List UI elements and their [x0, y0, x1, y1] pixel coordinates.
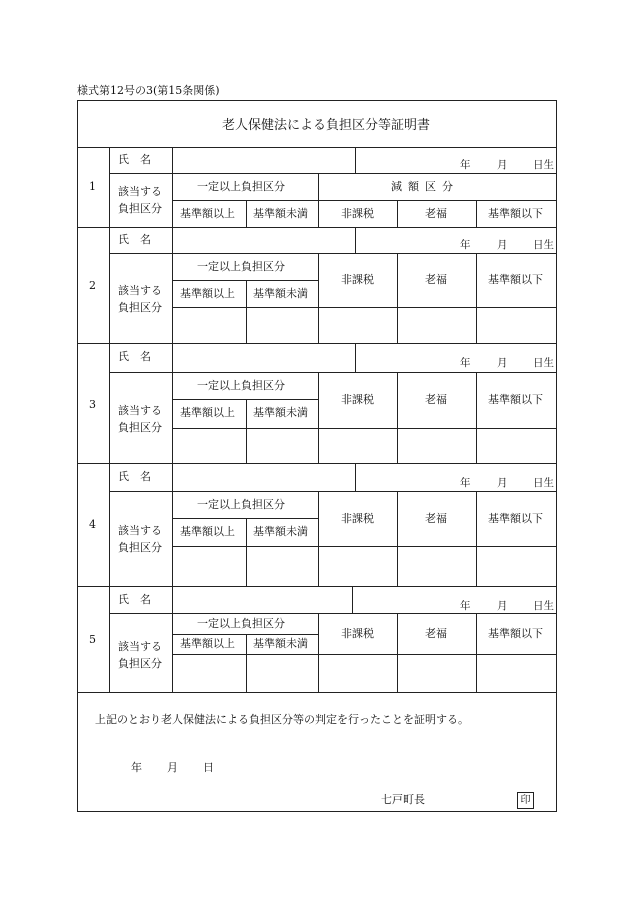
birth-day-label: 日生: [533, 159, 554, 171]
burden-class-label: 該当する 負担区分: [118, 640, 162, 670]
non-taxable-option[interactable]: 非課税: [341, 207, 374, 220]
birth-year-label: 年: [460, 477, 471, 489]
birth-month-label: 月: [497, 357, 508, 369]
base-below-not-option[interactable]: 基準額未満: [253, 525, 308, 538]
welfare-option[interactable]: 老福: [425, 273, 447, 286]
base-below-option[interactable]: 基準額以下: [488, 393, 543, 406]
entry-number: 2: [89, 279, 96, 292]
non-taxable-option[interactable]: 非課税: [341, 627, 374, 640]
form-number-label: 様式第12号の3(第15条関係): [77, 84, 220, 97]
name-label: 氏 名: [118, 470, 151, 483]
non-taxable-option[interactable]: 非課税: [341, 393, 374, 406]
form-title: 老人保健法による負担区分等証明書: [222, 118, 431, 133]
above-fixed-header: 一定以上負担区分: [197, 260, 285, 273]
base-above-option[interactable]: 基準額以上: [180, 406, 235, 419]
entry-number: 5: [89, 633, 96, 646]
entry-number: 1: [89, 180, 96, 193]
birth-year-label: 年: [460, 600, 471, 612]
welfare-option[interactable]: 老福: [425, 627, 447, 640]
name-field[interactable]: [178, 232, 350, 248]
issue-day-label: 日: [203, 761, 214, 774]
birth-month-label: 月: [497, 477, 508, 489]
entry-number: 3: [89, 398, 96, 411]
name-label: 氏 名: [118, 350, 151, 363]
base-below-not-option[interactable]: 基準額未満: [253, 406, 308, 419]
above-fixed-header: 一定以上負担区分: [197, 180, 285, 193]
base-above-option[interactable]: 基準額以上: [180, 525, 235, 538]
burden-class-label: 該当する 負担区分: [118, 404, 162, 434]
non-taxable-option[interactable]: 非課税: [341, 273, 374, 286]
birth-year-label: 年: [460, 357, 471, 369]
birth-year-label: 年: [460, 159, 471, 171]
base-below-not-option[interactable]: 基準額未満: [253, 207, 308, 220]
non-taxable-option[interactable]: 非課税: [341, 512, 374, 525]
name-label: 氏 名: [118, 153, 151, 166]
reduced-header: 減額区分: [391, 180, 459, 193]
burden-class-label: 該当する 負担区分: [118, 185, 162, 215]
issue-year-label: 年: [131, 761, 142, 774]
birth-month-label: 月: [497, 239, 508, 251]
birth-month-label: 月: [497, 600, 508, 612]
name-label: 氏 名: [118, 593, 151, 606]
base-above-option[interactable]: 基準額以上: [180, 637, 235, 650]
name-label: 氏 名: [118, 233, 151, 246]
base-below-option[interactable]: 基準額以下: [488, 512, 543, 525]
seal-mark: 印: [517, 792, 534, 809]
welfare-option[interactable]: 老福: [425, 512, 447, 525]
name-field[interactable]: [178, 469, 350, 485]
above-fixed-header: 一定以上負担区分: [197, 379, 285, 392]
certification-statement: 上記のとおり老人保健法による負担区分等の判定を行ったことを証明する。: [95, 713, 469, 726]
issue-month-label: 月: [167, 761, 178, 774]
above-fixed-header: 一定以上負担区分: [197, 498, 285, 511]
burden-class-label: 該当する 負担区分: [118, 524, 162, 554]
name-field[interactable]: [178, 592, 348, 608]
birth-day-label: 日生: [533, 477, 554, 489]
name-field[interactable]: [178, 154, 350, 170]
birth-day-label: 日生: [533, 357, 554, 369]
above-fixed-header: 一定以上負担区分: [197, 617, 285, 630]
base-above-option[interactable]: 基準額以上: [180, 207, 235, 220]
burden-class-label: 該当する 負担区分: [118, 284, 162, 314]
birth-month-label: 月: [497, 159, 508, 171]
base-above-option[interactable]: 基準額以上: [180, 287, 235, 300]
base-below-option[interactable]: 基準額以下: [488, 207, 543, 220]
entry-number: 4: [89, 518, 96, 531]
birth-day-label: 日生: [533, 239, 554, 251]
issuer-name: 七戸町長: [381, 793, 425, 806]
birth-year-label: 年: [460, 239, 471, 251]
name-field[interactable]: [178, 349, 350, 365]
birth-day-label: 日生: [533, 600, 554, 612]
base-below-not-option[interactable]: 基準額未満: [253, 287, 308, 300]
welfare-option[interactable]: 老福: [425, 393, 447, 406]
welfare-option[interactable]: 老福: [425, 207, 447, 220]
base-below-option[interactable]: 基準額以下: [488, 627, 543, 640]
base-below-option[interactable]: 基準額以下: [488, 273, 543, 286]
base-below-not-option[interactable]: 基準額未満: [253, 637, 308, 650]
